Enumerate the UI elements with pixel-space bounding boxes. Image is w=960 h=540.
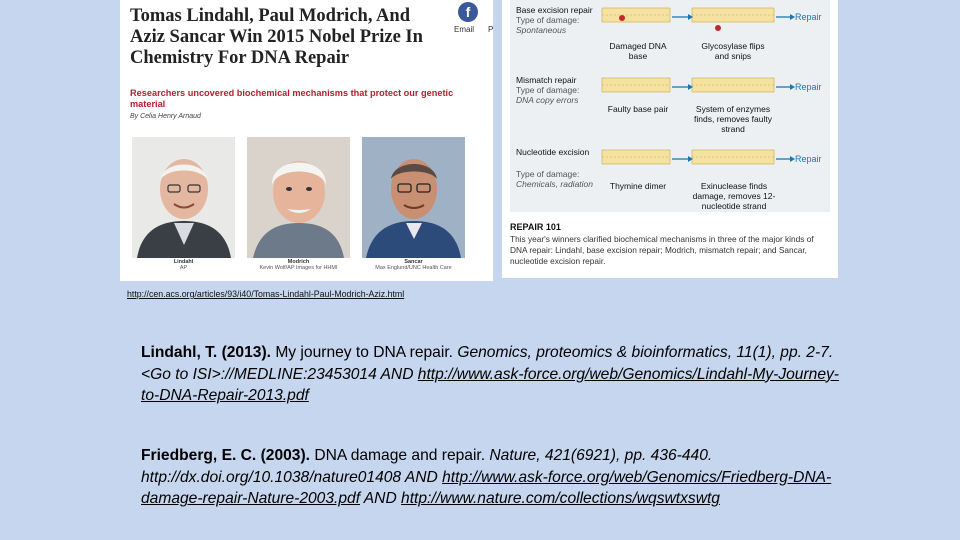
repair-101-title: REPAIR 101: [510, 222, 561, 232]
strand-row-1: [602, 8, 795, 31]
ref1-link[interactable]: http://www.ask-force.org/web/Genomics/Lindahl-My-Journey-to-DNA-Repair-2013.pdf: [141, 365, 839, 405]
lindahl-photo: [132, 137, 235, 258]
reference-lindahl: [141, 342, 841, 407]
panel-result-nucleotide-excision: Repair: [795, 154, 822, 164]
ref2-and: AND: [360, 490, 402, 508]
panel-type-mismatch: Type of damage: DNA copy errors: [516, 85, 580, 105]
article-subtitle: Researchers uncovered biochemical mechanisms that protect our genetic material: [130, 88, 454, 109]
ref2-journal: Nature, 421(6921), pp. 436-440. http://dx.doi.org/10.1038/nature01408 AND: [141, 447, 713, 486]
ref2-link2[interactable]: http://www.nature.com/collections/wqswtxswtg: [401, 490, 720, 508]
lindahl-caption: [132, 259, 235, 271]
lindahl-name: Lindahl: [173, 259, 194, 265]
label-exinuclease: Exinuclease finds damage, removes 12-nucleotide strand: [692, 181, 776, 211]
ref2-author: Friedberg, E. C. (2003).: [141, 447, 310, 464]
strand-row-2: [602, 78, 795, 92]
modrich-photo: [247, 137, 350, 258]
share-p-link[interactable]: P: [488, 25, 493, 34]
panel-title-base-excision: Base excision repair: [516, 5, 593, 15]
article-byline: By Celia Henry Arnaud: [130, 113, 201, 120]
panel-result-mismatch: Repair: [795, 82, 822, 92]
label-damaged-base: Damaged DNA base: [609, 41, 667, 61]
panel-type-base-excision: Type of damage: Spontaneous: [516, 15, 580, 35]
ref1-title: My journey to DNA repair.: [270, 344, 458, 361]
sancar-name: Sancar: [404, 259, 423, 265]
sancar-photo: [362, 137, 465, 258]
lindahl-credit: AP: [179, 265, 188, 271]
article-title: Tomas Lindahl, Paul Modrich, And Aziz Sancar Win 2015 Nobel Prize In Chemistry For DNA Repair: [130, 6, 423, 68]
panel-title-nucleotide-excision: Nucleotide excision: [516, 147, 590, 157]
facebook-icon[interactable]: f: [458, 2, 478, 22]
strand-row-3: [602, 150, 795, 164]
ref1-author: Lindahl, T. (2013).: [141, 344, 271, 361]
reference-friedberg: [141, 445, 841, 510]
repair-101-text: This year's winners clarified biochemical mechanisms in three of the major kinds of DNA repair: Lindahl, base excision repair; Modrich, mismatch repair; and Sancar, nucleotide excision repair.: [510, 234, 814, 266]
panel-type-nucleotide-excision: Type of damage: Chemicals, radiation: [516, 169, 594, 189]
source-article-link[interactable]: http://cen.acs.org/articles/93/i40/Tomas-Lindahl-Paul-Modrich-Aziz.html: [127, 289, 405, 299]
modrich-caption: [247, 259, 350, 271]
modrich-name: Modrich: [287, 259, 310, 265]
panel-result-base-excision: Repair: [795, 12, 822, 22]
article-screenshot: [120, 0, 493, 281]
share-email-link[interactable]: Email: [454, 25, 475, 34]
ref2-title: DNA damage and repair.: [309, 447, 490, 464]
ref2-link[interactable]: http://www.ask-force.org/web/Genomics/Friedberg-DNA-damage-repair-Nature-2003.pdf: [141, 468, 832, 508]
dna-strand-diagrams: [502, 0, 838, 212]
sancar-credit: Max Englund/UNC Health Care: [375, 265, 452, 271]
dna-repair-infographic: [502, 0, 838, 278]
ref1-journal: Genomics, proteomics & bioinformatics, 11(1), pp. 2-7. <Go to ISI>://MEDLINE:23453014 AND: [141, 344, 834, 383]
label-thymine-dimer: Thymine dimer: [609, 181, 667, 191]
label-enzyme-system: System of enzymes finds, removes faulty strand: [694, 104, 772, 134]
label-glycosylase: Glycosylase flips and snips: [701, 41, 765, 61]
sancar-caption: [362, 259, 465, 271]
panel-title-mismatch: Mismatch repair: [516, 75, 577, 85]
label-faulty-base-pair: Faulty base pair: [607, 104, 669, 114]
modrich-credit: Kevin Wolf/AP Images for HHMI: [259, 265, 338, 271]
